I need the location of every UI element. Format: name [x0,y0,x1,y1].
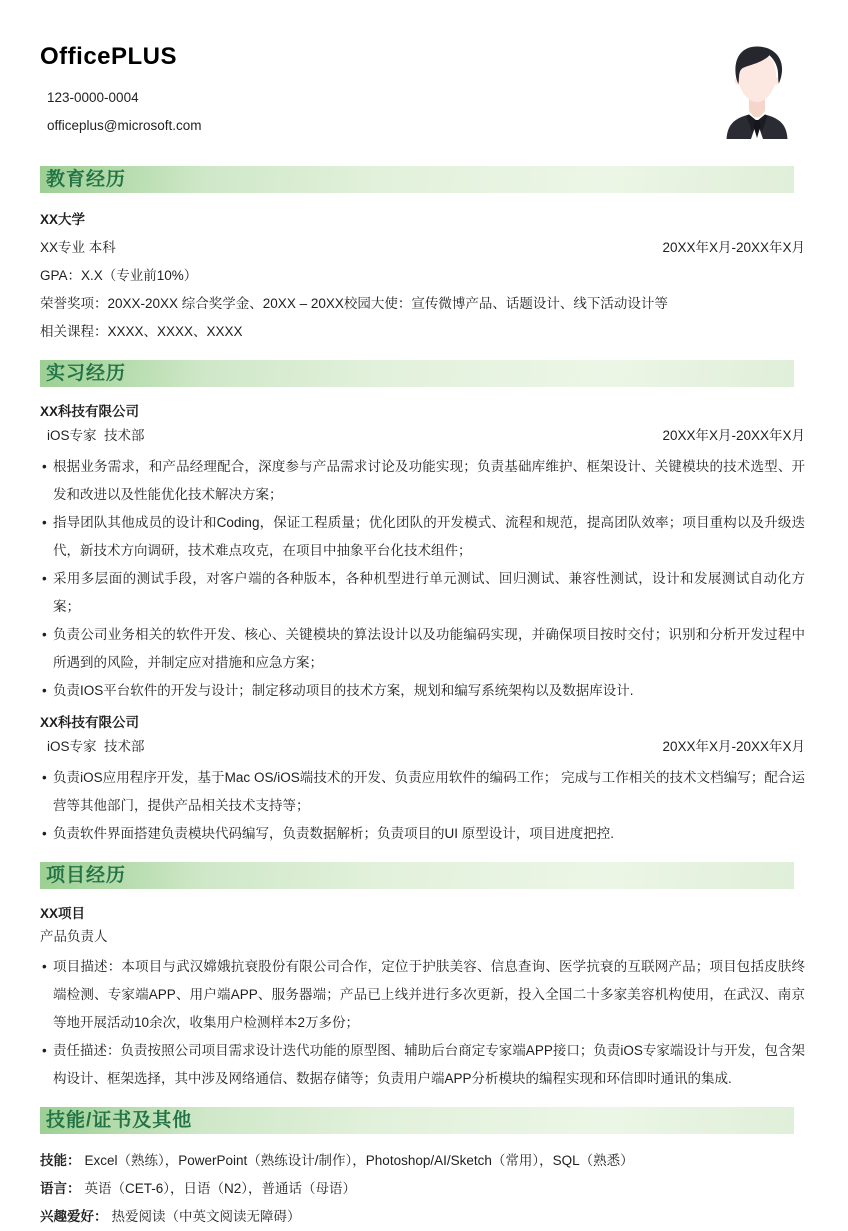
project-bullet: • 项目描述：本项目与武汉嫦娥抗衰股份有限公司合作，定位于护肤美容、信息查询、医学抗衰的互联网产品；项目包括皮肤终端检测、专家端APP、用户端APP、服务器端；产品已上线并进行多次更新，投入全国二十多家美容机构使用，在武汉、南京等地开展活动10余次，收集用户检测样本2万多份； [40,953,805,1037]
skills-hobby-label: 兴趣爱好： [40,1209,108,1224]
phone-number: 123-0000-0004 [47,90,139,105]
skills-language-text: 英语（CET-6），日语（N2），普通话（母语） [84,1181,357,1196]
skills-language [40,1175,805,1203]
page-title: OfficePLUS [40,43,178,70]
section-project-header: 项目经历 [40,862,794,889]
skills-hobby [40,1203,805,1231]
project-role: 产品负责人 [40,929,108,944]
skills-hobby-text: 热爱阅读（中英文阅读无障碍） [111,1209,301,1224]
section-skills-header: 技能/证书及其他 [40,1107,794,1134]
job-bullets [40,453,805,705]
skills-software-text: Excel（熟练），PowerPoint（熟练设计/制作），Photoshop/AI/Sketch（常用），SQL（熟悉） [84,1153,634,1168]
job-bullet: • 负责软件界面搭建负责模块代码编写，负责数据解析；负责项目的UI 原型设计，项目进度把控. [40,820,805,848]
education-school: XX大学 [40,212,86,227]
job-company: XX科技有限公司 [40,715,140,730]
section-internship-header: 实习经历 [40,360,794,387]
education-degree-row [40,234,805,262]
job-bullet: • 指导团队其他成员的设计和Coding，保证工程质量；优化团队的开发模式、流程和规范，提高团队效率；项目重构以及升级迭代，新技术方向调研，技术难点攻克，在项目中抽象平台化技术组件； [40,509,805,565]
job-role-row [40,424,805,448]
job-company: XX科技有限公司 [40,404,140,419]
header [40,40,805,166]
project-name: XX项目 [40,906,86,921]
male-avatar-icon [721,43,793,139]
education-courses: 相关课程：XXXX、XXXX、XXXX [40,324,243,339]
project-bullets [40,953,805,1093]
project-bullet: • 责任描述：负责按照公司项目需求设计迭代功能的原型图、辅助后台商定专家端APP接口；负责iOS专家端设计与开发，包含架构设计、框架选择，其中涉及网络通信、数据存储等；负责用户端APP分析模块的编程实现和环信即时通讯的集成. [40,1037,805,1093]
skills-language-label: 语言： [40,1181,81,1196]
job-bullet: • 负责IOS平台软件的开发与设计；制定移动项目的技术方案，规划和编写系统架构以及数据库设计. [40,677,805,705]
job-date: 20XX年X月-20XX年X月 [662,428,805,443]
job-date: 20XX年X月-20XX年X月 [662,739,805,754]
email-address: officeplus@microsoft.com [47,118,202,133]
job-role: iOS专家 技术部 [47,428,145,443]
section-education-header: 教育经历 [40,166,794,193]
skills-software-label: 技能： [40,1153,81,1168]
education-gpa: GPA：X.X（专业前10%） [40,268,198,283]
avatar [721,43,793,139]
job-role: iOS专家 技术部 [47,739,145,754]
job-bullets [40,764,805,848]
education-date: 20XX年X月-20XX年X月 [662,240,805,255]
job-bullet: • 负责iOS应用程序开发，基于Mac OS/iOS端技术的开发、负责应用软件的编码工作； 完成与工作相关的技术文档编写；配合运营等其他部门，提供产品相关技术支持等； [40,764,805,820]
education-honors: 荣誉奖项：20XX-20XX 综合奖学金、20XX – 20XX校园大使：宣传微博产品、话题设计、线下活动设计等 [40,296,668,311]
job-bullet: • 采用多层面的测试手段，对客户端的各种版本，各种机型进行单元测试、回归测试、兼容性测试，设计和发展测试自动化方案； [40,565,805,621]
job-bullet: • 负责公司业务相关的软件开发、核心、关键模块的算法设计以及功能编码实现，并确保项目按时交付；识别和分析开发过程中所遇到的风险，并制定应对措施和应急方案； [40,621,805,677]
job-bullet: • 根据业务需求，和产品经理配合，深度参与产品需求讨论及功能实现；负责基础库维护、框架设计、关键模块的技术选型、开发和改进以及性能优化技术解决方案； [40,453,805,509]
skills-software [40,1147,805,1175]
education-major: XX专业 本科 [40,240,116,255]
job-role-row [40,735,805,759]
